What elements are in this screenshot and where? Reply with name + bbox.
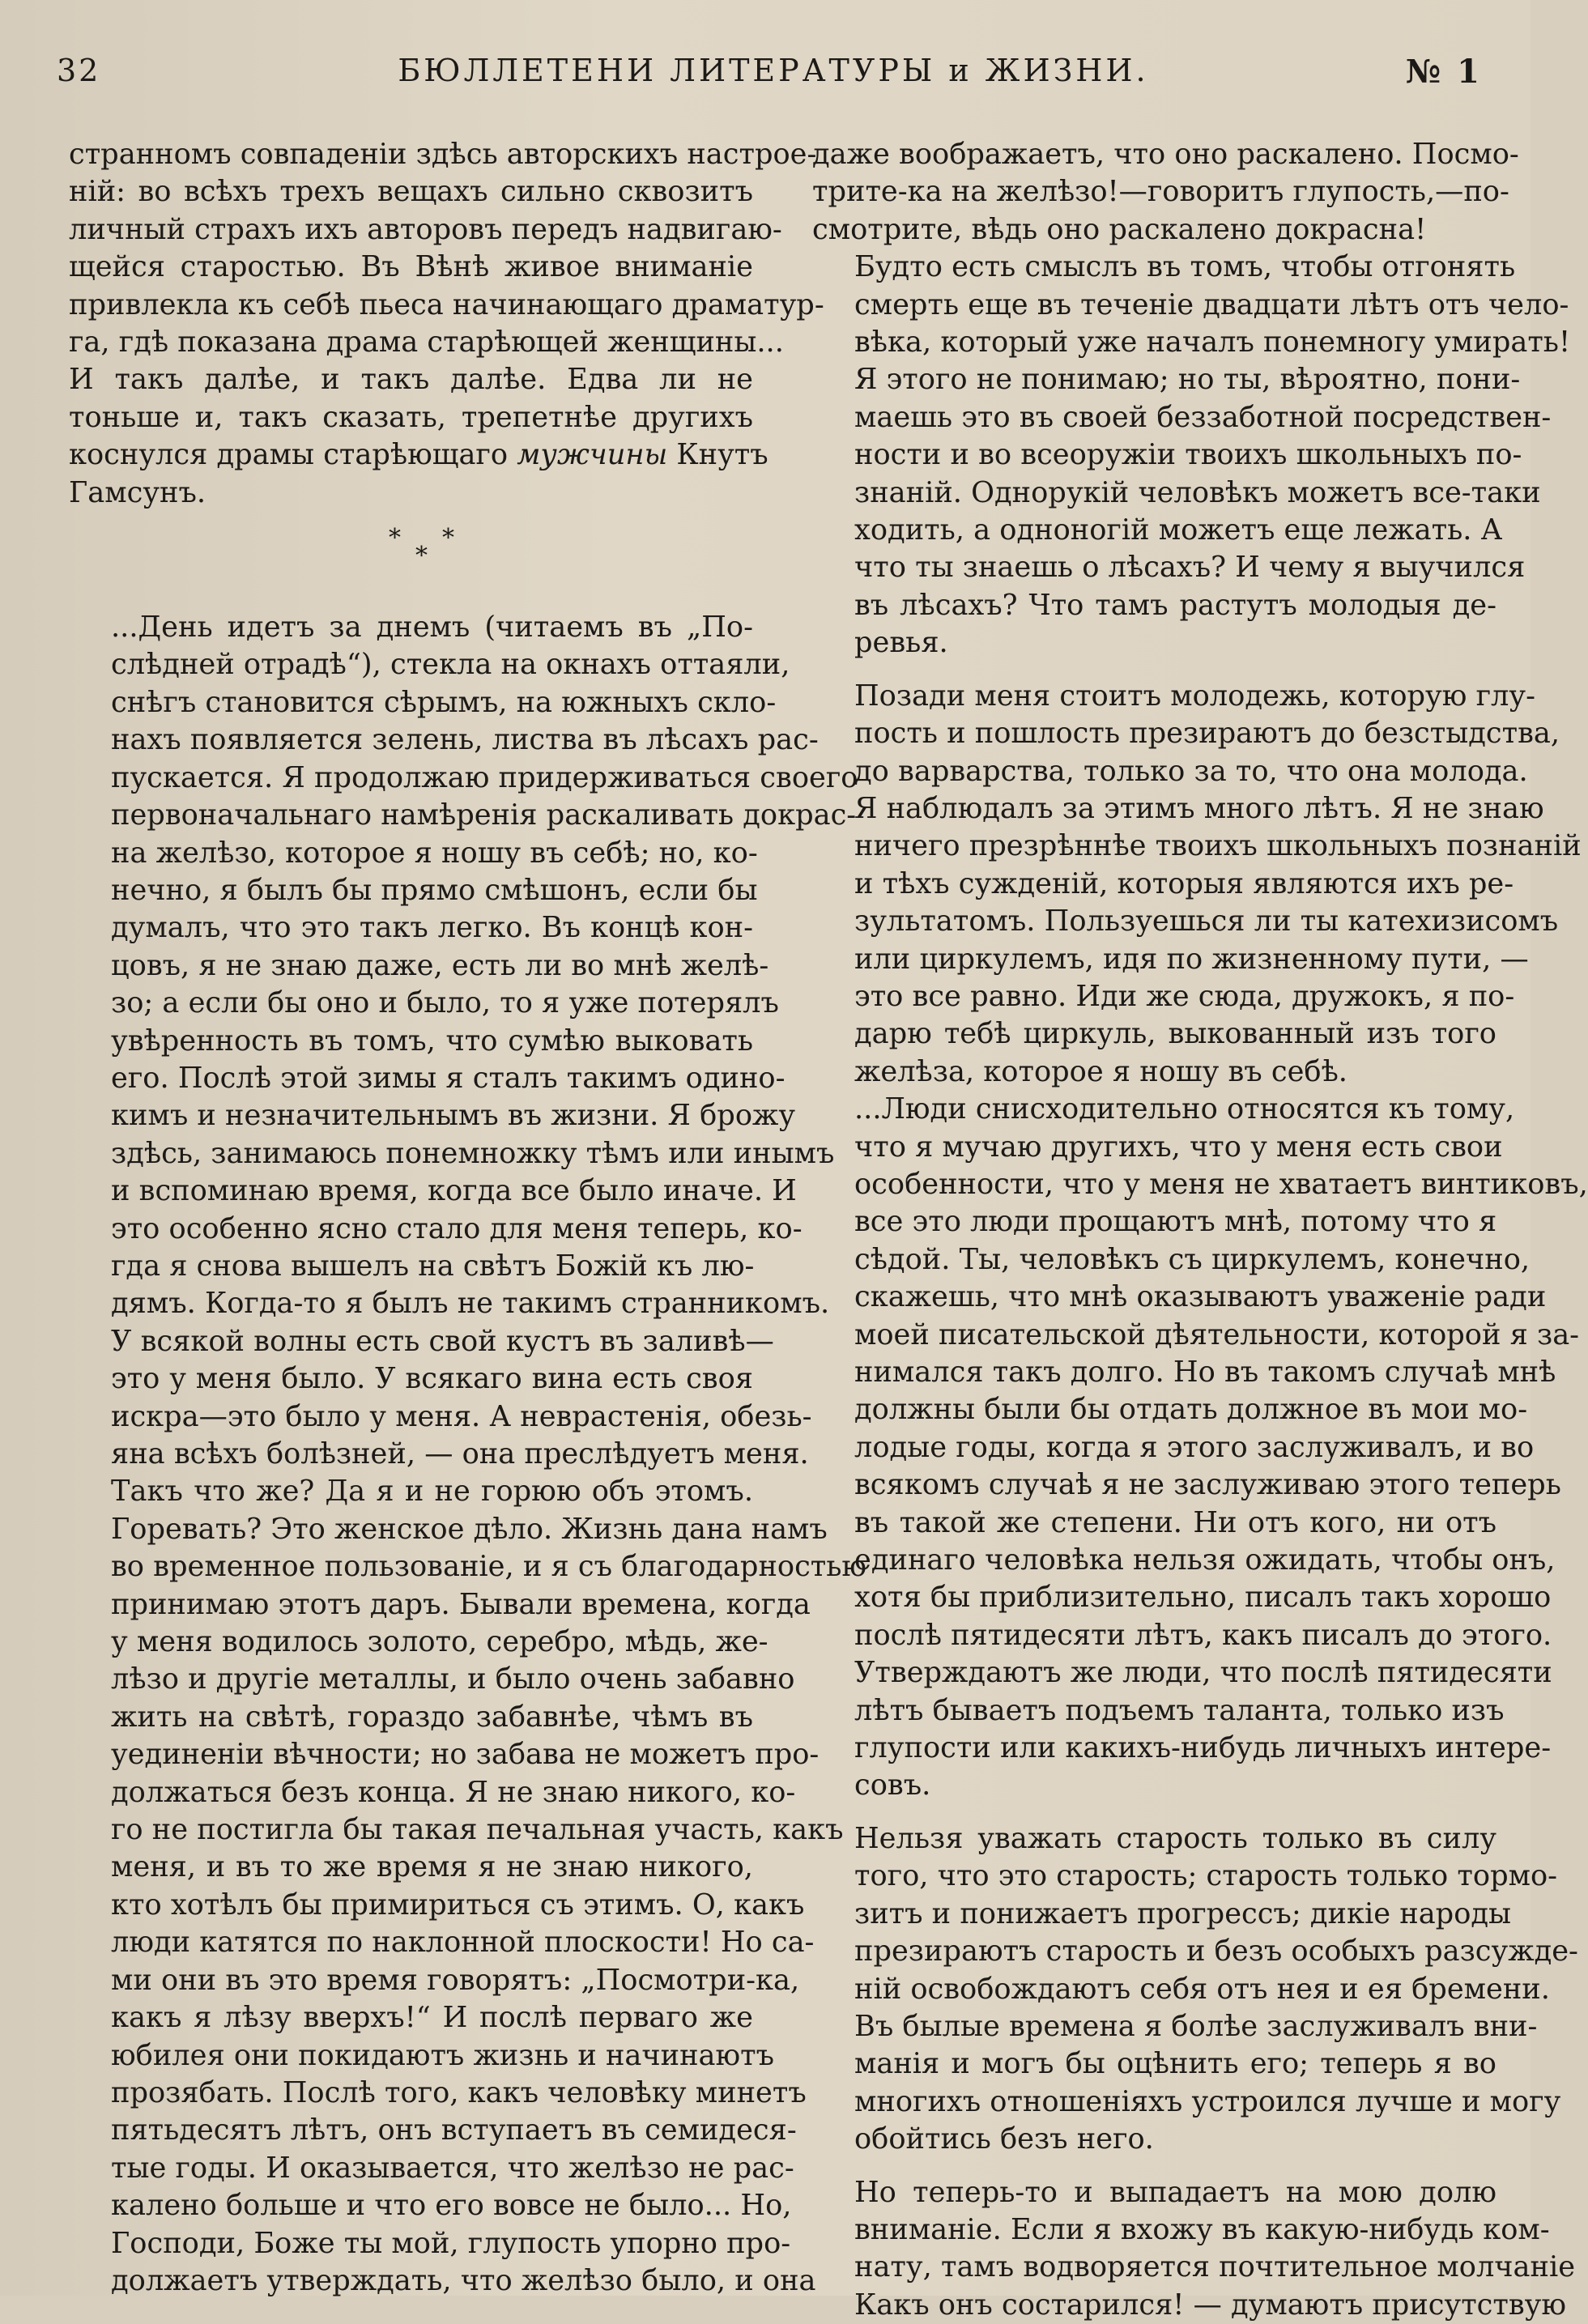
- text-line: люди катятся по наклонной плоскости! Но са-: [111, 1926, 815, 1960]
- text-line: Такъ что же? Да я и не горюю объ этомъ.: [111, 1475, 753, 1509]
- text-line: до варварства, только за то, что она молода.: [854, 754, 1528, 788]
- text-line: первоначальнаго намѣренія раскаливать докрас-: [111, 798, 857, 832]
- text-line: это все равно. Иди же сюда, дружокъ, я по-: [854, 979, 1515, 1013]
- text-line: какъ я лѣзу вверхъ!“ И послѣ перваго же: [111, 2001, 753, 2035]
- text-line: Гамсунъ.: [69, 475, 206, 509]
- text-line: [69, 436, 768, 474]
- text-line: нимался такъ долго. Но въ такомъ случаѣ мнѣ: [854, 1356, 1556, 1389]
- text-line: обойтись безъ него.: [854, 2122, 1154, 2156]
- text-line: кто хотѣлъ бы примириться съ этимъ. О, какъ: [111, 1888, 805, 1922]
- text-line: ...Люди снисходительно относятся къ тому,: [854, 1092, 1515, 1126]
- text-line: того, что это старость; старость только тормо-: [854, 1859, 1558, 1893]
- text-line: во временное пользованіе, и я съ благодарностью: [111, 1550, 867, 1584]
- text-line: его. Послѣ этой зимы я сталъ такимъ одино-: [111, 1061, 785, 1095]
- text-line: пускается. Я продолжаю придерживаться своего: [111, 760, 858, 794]
- text-line: все это люди прощаютъ мнѣ, потому что я: [854, 1205, 1497, 1239]
- text-line: га, гдѣ показана драма старѣющей женщины...: [69, 326, 784, 360]
- text-line: особенности, что у меня не хватаетъ винтиковъ,: [854, 1167, 1588, 1201]
- text-line: должаться безъ конца. Я не знаю никого, ко-: [111, 1775, 796, 1809]
- text-line: лодые годы, когда я этого заслуживалъ, и во: [854, 1430, 1535, 1464]
- text-line: смотрите, вѣдь оно раскалено докрасна!: [812, 212, 1427, 246]
- text-line: щейся старостью. Въ Вѣнѣ живое вниманіе: [69, 250, 753, 284]
- text-line: лѣтъ бываетъ подъемъ таланта, только изъ: [854, 1693, 1505, 1727]
- text-line: пость и пошлость презираютъ до безстыдства,: [854, 717, 1560, 751]
- text-line: пятьдесятъ лѣтъ, онъ вступаетъ въ семидеся-: [111, 2113, 797, 2147]
- text-line: ничего презрѣннѣе твоихъ школьныхъ познаній: [854, 829, 1582, 863]
- page-header: [57, 45, 1490, 101]
- text-line: гда я снова вышелъ на свѣтъ Божій къ лю-: [111, 1249, 755, 1283]
- text-line: что ты знаешь о лѣсахъ? И чему я выучился: [854, 551, 1526, 585]
- text-line: личный страхъ ихъ авторовъ передъ надвигаю-: [69, 212, 782, 246]
- text-line: тоньше и, такъ сказать, трепетнѣе другихъ: [69, 400, 753, 434]
- text-line: скажешь, что мнѣ оказываютъ уваженіе ради: [854, 1280, 1547, 1314]
- text-line: Но теперь-то и выпадаетъ на мою долю: [854, 2175, 1496, 2209]
- text-line: глупости или какихъ-нибудь личныхъ интере-: [854, 1731, 1552, 1765]
- text-line: совъ.: [854, 1769, 931, 1803]
- text-line: или циркулемъ, идя по жизненному пути, —: [854, 942, 1529, 976]
- paragraph: [812, 1091, 1588, 1805]
- text-line: ревья.: [854, 626, 948, 660]
- text-line: нахъ появляется зелень, листва въ лѣсахъ рас-: [111, 723, 819, 757]
- text-line: снѣгъ становится сѣрымъ, на южныхъ скло-: [111, 685, 777, 719]
- paragraph: [69, 1473, 867, 2300]
- text-line: это у меня было. У всякаго вина есть своя: [111, 1362, 753, 1396]
- text-line: у меня водилось золото, серебро, мѣдь, же-: [111, 1625, 768, 1659]
- text-line: должаетъ утверждать, что желѣзо было, и она: [111, 2263, 816, 2297]
- text-line: вѣка, который уже началъ понемногу умирать!: [854, 326, 1571, 360]
- text-line: многихъ отношеніяхъ устроился лучше и могу: [854, 2084, 1561, 2118]
- text-line: Будто есть смыслъ въ томъ, чтобы отгонять: [854, 250, 1516, 284]
- left-column: [69, 136, 867, 2300]
- text-line: и вспоминаю время, когда все было иначе. И: [111, 1174, 797, 1208]
- text-line: ми они въ это время говорятъ: „Посмотри-ка,: [111, 1963, 800, 1997]
- text-line: ній: во всѣхъ трехъ вещахъ сильно сквозитъ: [69, 175, 753, 209]
- paragraph: [69, 136, 824, 512]
- text-line: смерть еще въ теченіе двадцати лѣтъ отъ чело-: [854, 287, 1569, 321]
- text-line: кимъ и незначительнымъ въ жизни. Я брожу: [111, 1099, 796, 1133]
- text-line: думалъ, что это такъ легко. Въ концѣ кон-: [111, 911, 753, 945]
- text-line: лѣзо и другіе металлы, и было очень забавно: [111, 1662, 795, 1696]
- text-line: Позади меня стоитъ молодежь, которую глу-: [854, 679, 1535, 713]
- text-line: ній освобождаютъ себя отъ нея и ея бремени.: [854, 1972, 1550, 2006]
- paragraph: [812, 136, 1519, 249]
- text-line: ходить, а одноногій можетъ еще лежать. А: [854, 513, 1503, 547]
- text-line: всякомъ случаѣ я не заслуживаю этого теперь: [854, 1468, 1561, 1502]
- text-line: искра—это было у меня. А неврастенія, обезь-: [111, 1399, 812, 1433]
- text-line: Горевать? Это женское дѣло. Жизнь дана намъ: [111, 1512, 828, 1546]
- text-line: ...День идетъ за днемъ (читаемъ въ „По-: [111, 611, 753, 645]
- text-line: зо; а если бы оно и было, то я уже потерялъ: [111, 986, 779, 1020]
- text-line: прозябать. Послѣ того, какъ человѣку минетъ: [111, 2075, 807, 2109]
- text-line: на желѣзо, которое я ношу въ себѣ; но, ко-: [111, 836, 758, 870]
- text-line: яна всѣхъ болѣзней, — она преслѣдуетъ меня.: [111, 1437, 809, 1471]
- text-line: это особенно ясно стало для меня теперь, ко-: [111, 1211, 803, 1245]
- text-line: Утверждаютъ же люди, что послѣ пятидесяти: [854, 1656, 1552, 1690]
- page-number: 32: [57, 53, 101, 88]
- text-line: сѣдой. Ты, человѣкъ съ циркулемъ, конечно,: [854, 1242, 1531, 1276]
- text-line: увѣренность въ томъ, что сумѣю выковать: [111, 1024, 753, 1058]
- text-segment: Кнутъ: [667, 438, 768, 472]
- text-line: ности и во всеоружіи твоихъ школьныхъ по-: [854, 438, 1522, 472]
- asterisk: *: [415, 542, 428, 571]
- paragraph: [812, 1820, 1578, 2159]
- text-line: желѣза, которое я ношу въ себѣ.: [854, 1054, 1347, 1088]
- paragraph: [812, 678, 1582, 1091]
- text-line: моей писательской дѣятельности, которой я за-: [854, 1317, 1580, 1351]
- text-line: жить на свѣтѣ, гораздо забавнѣе, чѣмъ въ: [111, 1700, 753, 1734]
- paragraph: [812, 2174, 1576, 2324]
- asterisk: *: [442, 524, 454, 553]
- text-line: цовъ, я не знаю даже, есть ли во мнѣ желѣ-: [111, 948, 769, 982]
- issue-number: № 1: [1405, 53, 1482, 91]
- text-line: здѣсь, занимаюсь понемножку тѣмъ или инымъ: [111, 1136, 835, 1170]
- italic-word: мужчины: [517, 438, 668, 472]
- journal-title: БЮЛЛЕТЕНИ ЛИТЕРАТУРЫ и ЖИЗНИ.: [398, 53, 1149, 88]
- text-line: привлекла къ себѣ пьеса начинающаго драматур-: [69, 287, 824, 321]
- text-line: Я этого не понимаю; но ты, вѣроятно, пони-: [854, 363, 1521, 397]
- text-line: нечно, я былъ бы прямо смѣшонъ, если бы: [111, 873, 758, 907]
- text-line: странномъ совпаденіи здѣсь авторскихъ настрое-: [69, 138, 817, 171]
- text-line: и тѣхъ сужденій, которыя являются ихъ ре-: [854, 866, 1514, 900]
- paragraph: [812, 249, 1571, 662]
- text-segment: коснулся драмы старѣющаго: [69, 438, 517, 472]
- text-line: знаній. Однорукій человѣкъ можетъ все-таки: [854, 475, 1541, 509]
- text-line: хотя бы приблизительно, писалъ такъ хорошо: [854, 1581, 1552, 1615]
- text-line: У всякой волны есть свой кустъ въ заливѣ—: [111, 1324, 774, 1358]
- text-line: принимаю этотъ даръ. Бывали времена, когда: [111, 1587, 811, 1621]
- right-column: [812, 136, 1588, 2324]
- text-line: Я наблюдалъ за этимъ много лѣтъ. Я не знаю: [854, 791, 1544, 825]
- text-line: должны были бы отдать должное въ мои мо-: [854, 1393, 1528, 1427]
- text-line: слѣдней отрадѣ“), стекла на окнахъ оттаяли,: [111, 648, 790, 682]
- text-line: Въ былые времена я болѣе заслуживалъ вни-: [854, 2009, 1538, 2043]
- text-line: что я мучаю другихъ, что у меня есть свои: [854, 1130, 1503, 1164]
- text-line: нату, тамъ водворяется почтительное молчаніе: [854, 2250, 1576, 2284]
- text-line: дямъ. Когда-то я былъ не такимъ странникомъ.: [111, 1287, 830, 1321]
- text-line: маешь это въ своей беззаботной посредствен-: [854, 400, 1552, 434]
- text-line: И такъ далѣе, и такъ далѣе. Едва ли не: [69, 363, 753, 397]
- text-line: зультатомъ. Пользуешься ли ты катехизисомъ: [854, 904, 1559, 939]
- text-line: вниманіе. Если я вхожу въ какую-нибудь ком-: [854, 2212, 1550, 2246]
- text-line: зитъ и понижаетъ прогрессъ; дикіе народы: [854, 1896, 1512, 1930]
- text-line: въ такой же степени. Ни отъ кого, ни отъ: [854, 1505, 1496, 1539]
- asterisk: *: [389, 524, 401, 553]
- text-line: послѣ пятидесяти лѣтъ, какъ писалъ до этого.: [854, 1618, 1552, 1652]
- text-line: трите-ка на желѣзо!—говоритъ глупость,—по-: [812, 175, 1509, 209]
- text-line: презираютъ старость и безъ особыхъ разсужде-: [854, 1935, 1578, 1969]
- section-divider-asterisks: [69, 512, 753, 609]
- text-line: единаго человѣка нельзя ожидать, чтобы онъ,: [854, 1543, 1556, 1577]
- paragraph: [69, 609, 858, 1473]
- text-line: тые годы. И оказывается, что желѣзо не рас-: [111, 2151, 794, 2185]
- text-line: даже воображаетъ, что оно раскалено. Посмо-: [812, 138, 1519, 171]
- text-line: Господи, Боже ты мой, глупость упорно про-: [111, 2226, 791, 2260]
- text-line: Нельзя уважать старость только въ силу: [854, 1821, 1496, 1855]
- text-line: дарю тебѣ циркуль, выкованный изъ того: [854, 1017, 1496, 1051]
- text-line: го не постигла бы такая печальная участь, какъ: [111, 1813, 844, 1847]
- text-line: въ лѣсахъ? Что тамъ растутъ молодыя де-: [854, 588, 1496, 622]
- text-line: юбилея они покидаютъ жизнь и начинаютъ: [111, 2038, 775, 2072]
- text-line: меня, и въ то же время я не знаю никого,: [111, 1850, 753, 1884]
- text-line: уединеніи вѣчности; но забава не можетъ про-: [111, 1738, 820, 1772]
- text-line: калено больше и что его вовсе не было... Но,: [111, 2189, 792, 2223]
- text-line: Какъ онъ состарился! — думаютъ присутствую: [854, 2288, 1566, 2322]
- text-line: манія и могъ бы оцѣнить его; теперь я во: [854, 2047, 1496, 2081]
